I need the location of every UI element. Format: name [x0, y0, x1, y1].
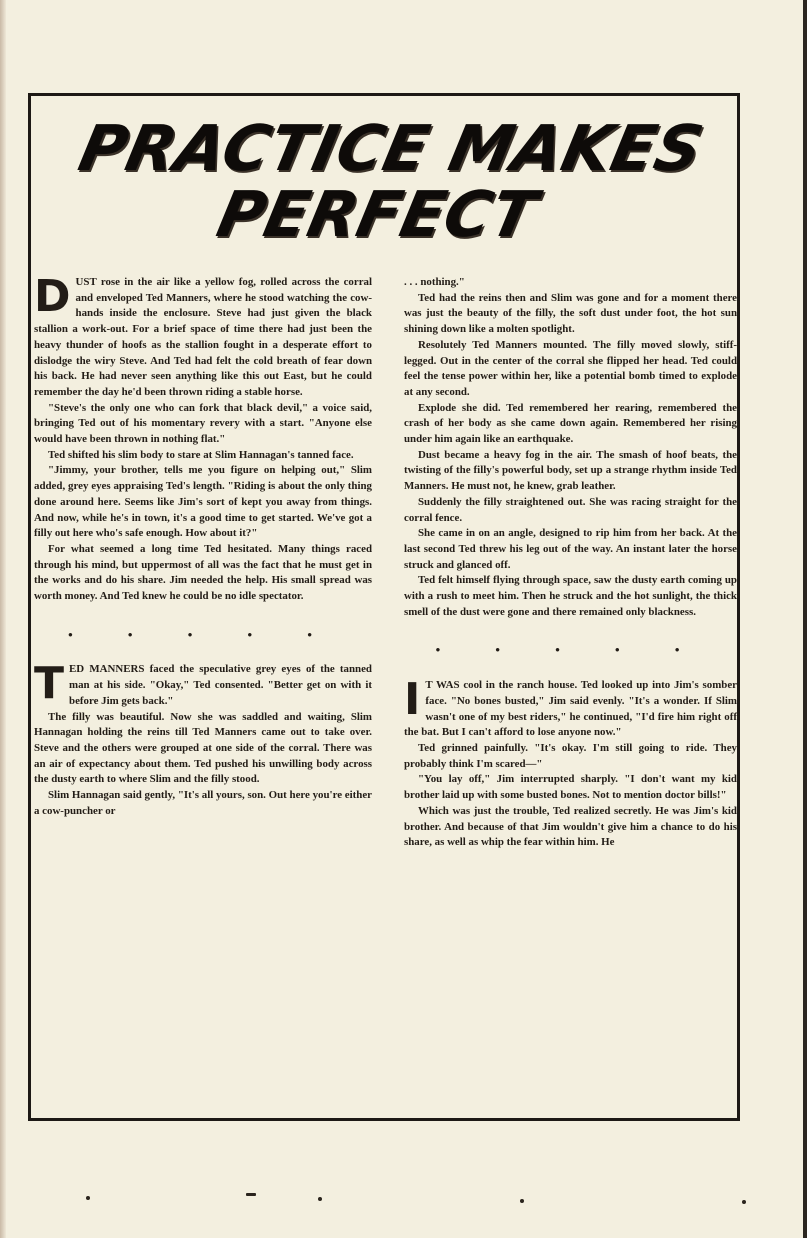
- print-speck: [246, 1193, 256, 1196]
- paragraph: Explode she did. Ted remembered her rearing, remembered the crash of her body as she came down again. Remembered her rising under him again like an earthquake.: [404, 401, 737, 446]
- print-speck: [520, 1199, 524, 1203]
- paragraph: I T WAS cool in the ranch house. Ted looked up into Jim's somber face. "No bones busted," Jim said evenly. "It's a wonder. If Slim wasn't one of my best riders," he continued, "I'd fire him right off the bat. But I can't afford to lose anyone now.": [404, 674, 737, 739]
- title-line-1: PRACTICE MAKES: [72, 112, 710, 185]
- paragraph: Suddenly the filly straightened out. She was racing straight for the corral fence.: [404, 495, 737, 524]
- drop-cap: D: [34, 275, 71, 322]
- article-frame: [28, 93, 740, 1121]
- paragraph: Ted grinned painfully. "It's okay. I'm still going to ride. They probably think I'm scared—": [404, 741, 737, 770]
- paragraph: "Jimmy, your brother, tells me you figure on helping out," Slim added, grey eyes appraising Ted's length. "Riding is about the only thing done around here. Seems like Jim's sort of kept you away from things. And now, while he's in town, it's a good time to get started. We've got a filly out here who's safe enough. How about it?": [34, 464, 372, 540]
- title-line-2: PERFECT: [211, 178, 544, 251]
- drop-cap: T: [34, 658, 65, 710]
- print-speck: [86, 1196, 90, 1200]
- page-edge-right: [803, 0, 807, 1238]
- paragraph: Ted had the reins then and Slim was gone and for a moment there was just the beauty of the filly, the soft dust under foot, the hot sun shining down like a molten spotlight.: [404, 291, 737, 336]
- right-column: [404, 275, 737, 1112]
- paragraph: Dust became a heavy fog in the air. The smash of hoof beats, the twisting of the filly's powerful body, set up a strange rhythm inside Ted Manners. He must not, he knew, grab leather.: [404, 448, 737, 493]
- paragraph: Ted shifted his slim body to stare at Slim Hannagan's tanned face.: [48, 448, 354, 461]
- paragraph: DUST rose in the air like a yellow fog, rolled across the corral and enveloped Ted Manners, where he stood watching the cow-hands inside the enclosure. Steve had just given the black stallion a work-out. For a brief space of time there had just been the heavy thunder of hoofs as the stallion fought in a desperate effort to dislodge the wiry Steve. And Ted had felt the cold breath of fear down his back. He had never seen anything like this out East, but he could remember the day he'd been thrown riding a stable horse.: [34, 275, 372, 398]
- print-speck: [742, 1200, 746, 1204]
- paragraph: Ted felt himself flying through space, saw the dusty earth coming up with a rush to meet him. Then he struck and the hot sunlight, the thick smell of the dust were gone and there remained only blackness.: [404, 574, 737, 618]
- section-separator: • • • • •: [68, 626, 338, 642]
- paragraph: . . . nothing.": [404, 276, 465, 288]
- drop-cap: I: [404, 674, 421, 726]
- article-title: [28, 112, 740, 251]
- paragraph: She came in on an angle, designed to rip him from her back. At the last second Ted threw his leg out of the way. An instant later the horse struck and glanced off.: [404, 527, 737, 571]
- paragraph: "Steve's the only one who can fork that black devil," a voice said, bringing Ted out of his momentary revery with a start. "Anyone else would have been thrown in nothing flat.": [34, 401, 372, 446]
- paragraph: Slim Hannagan said gently, "It's all yours, son. Out here you're either a cow-puncher or: [34, 789, 372, 817]
- left-column: [34, 275, 372, 1112]
- paragraph: Resolutely Ted Manners mounted. The filly moved slowly, stiff-legged. Out in the center of the corral she flipped her head. Ted could feel the tense power within her, like a potential bomb timed to explode at any second.: [404, 338, 737, 398]
- paragraph: Which was just the trouble, Ted realized secretly. He was Jim's kid brother. And because of that Jim wouldn't give him a chance to do his share, as well as whip the fear within him. He: [404, 804, 737, 849]
- page-edge: [0, 0, 6, 1238]
- paragraph: The filly was beautiful. Now she was saddled and waiting, Slim Hannagan holding the reins till Ted Manners came out to take over. Steve and the others were grouped at one side of the corral. There was an air of expectancy about them. Ted pushed his unwilling body across the dusty earth to where Slim and the filly stood.: [34, 710, 372, 786]
- paragraph: "You lay off," Jim interrupted sharply. "I don't want my kid brother laid up with some busted bones. Not to mention doctor bills!": [404, 773, 737, 802]
- paragraph: For what seemed a long time Ted hesitated. Many things raced through his mind, but uppermost of all was the fact that he must get in the works and do his share. Jim needed the help. His small spread was worth money. And Ted knew he could be no idle spectator.: [34, 542, 372, 603]
- section-separator: • • • • •: [435, 642, 706, 658]
- print-speck: [318, 1197, 322, 1201]
- paragraph: TED MANNERS faced the speculative grey eyes of the tanned man at his side. "Okay," Ted consented. "Better get on with it before Jim gets back.": [34, 658, 372, 710]
